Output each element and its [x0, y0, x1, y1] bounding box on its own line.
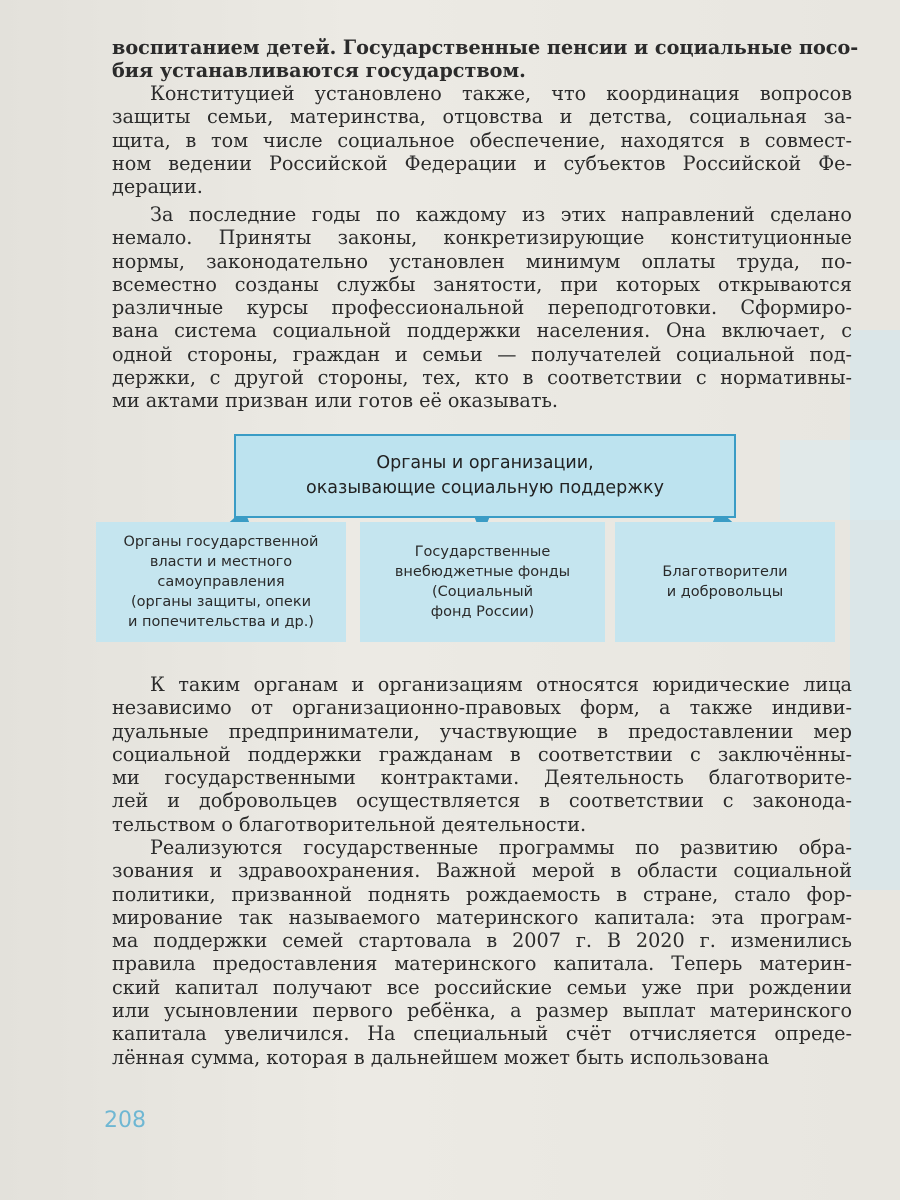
diagram-box-line: и попечительства и др.): [128, 614, 314, 630]
text-line: ми актами призван или готов её оказывать.: [112, 389, 559, 413]
text-line: держки, с другой стороны, тех, кто в соответствии с нормативны-: [112, 366, 852, 390]
text-line: независимо от организационно-правовых форм, а также индиви-: [112, 696, 852, 720]
paragraph-1: [112, 36, 859, 83]
text-line: ма поддержки семей стартовала в 2007 г. В 2020 г. изменились: [112, 929, 852, 953]
text-line: зования и здравоохранения. Важной мерой в области социальной: [112, 859, 852, 883]
text-line: ми государственными контрактами. Деятельность благотворите-: [112, 766, 852, 790]
text-line: всеместно созданы службы занятости, при которых открываются: [112, 272, 852, 296]
text-line: мирование так называемого материнского капитала: эта програм-: [112, 905, 852, 929]
paragraph-5: [112, 836, 852, 1069]
diagram-box-line: Государственные: [414, 544, 551, 560]
diagram-box-line: самоуправления: [157, 574, 285, 590]
diagram-box-line: Органы государственной: [123, 534, 319, 550]
text-line: или усыновлении первого ребёнка, а размер выплат материнского: [112, 999, 852, 1023]
diagram-box-line: фонд России): [430, 604, 535, 620]
diagram-box-line: (Социальный: [432, 584, 533, 600]
text-line: тельством о благотворительной деятельности.: [112, 812, 587, 836]
text-line: капитала увеличился. На специальный счёт отчисляется опреде-: [112, 1022, 852, 1046]
text-line: За последние годы по каждому из этих направлений сделано: [150, 203, 852, 226]
text-line: вана система социальной поддержки населения. Она включает, с: [112, 319, 852, 343]
paragraph-4: [112, 673, 852, 836]
text-line: немало. Приняты законы, конкретизирующие конституционные: [112, 226, 852, 250]
diagram-top-line: Органы и организации,: [376, 453, 594, 473]
text-line: Реализуются государственные программы по развитию обра-: [150, 836, 852, 859]
text-line: политики, призванной поднять рождаемость в стране, стало фор-: [112, 882, 852, 906]
text-line: дуальные предприниматели, участвующие в предоставлении мер: [112, 719, 852, 743]
text-line: социальной поддержки гражданам в соответствии с заключённы-: [112, 742, 852, 766]
text-line: защиты семьи, материнства, отцовства и детства, социальная за-: [112, 105, 852, 129]
diagram-box-line: и добровольцы: [666, 584, 784, 600]
text-line: щита, в том числе социальное обеспечение, находятся в совмест-: [112, 128, 852, 152]
diagram-box-line: внебюджетные фонды: [394, 564, 571, 580]
text-line: лённая сумма, которая в дальнейшем может быть использована: [112, 1045, 770, 1069]
paragraph-2: [112, 82, 852, 198]
paragraph-3: [112, 203, 852, 413]
diagram-box-line: власти и местного: [149, 554, 293, 570]
diagram-box-line: (органы защиты, опеки: [130, 594, 312, 610]
text-line: нормы, законодательно установлен минимум оплаты труда, по-: [112, 249, 852, 273]
text-line: одной стороны, граждан и семьи — получателей социальной под-: [112, 342, 852, 366]
page-number: 208: [104, 1108, 146, 1133]
diagram-box-volunteers: [615, 522, 835, 642]
diagram-box-funds: [360, 522, 605, 642]
text-line: дерации.: [112, 175, 203, 199]
text-line: правила предоставления материнского капитала. Теперь материн-: [112, 952, 852, 976]
text-line: К таким органам и организациям относятся юридические лица: [150, 673, 852, 696]
text-line: ном ведении Российской Федерации и субъектов Российской Фе-: [112, 151, 852, 175]
diagram-box-government: [96, 522, 346, 642]
diagram-top-box: [234, 434, 736, 518]
text-line: различные курсы профессиональной переподготовки. Сформиро-: [112, 296, 852, 320]
text-line: ский капитал получают все российские семьи уже при рождении: [112, 975, 852, 999]
diagram-box-line: Благотворители: [662, 564, 788, 580]
support-diagram: [0, 430, 900, 660]
text-line: Конституцией установлено также, что координация вопросов: [150, 82, 852, 105]
text-line: воспитанием детей. Государственные пенсии и социальные посо-: [112, 36, 859, 59]
text-line: лей и добровольцев осуществляется в соответствии с законода-: [112, 789, 852, 813]
diagram-top-line: оказывающие социальную поддержку: [306, 478, 664, 498]
text-line: бия устанавливаются государством.: [112, 59, 526, 83]
